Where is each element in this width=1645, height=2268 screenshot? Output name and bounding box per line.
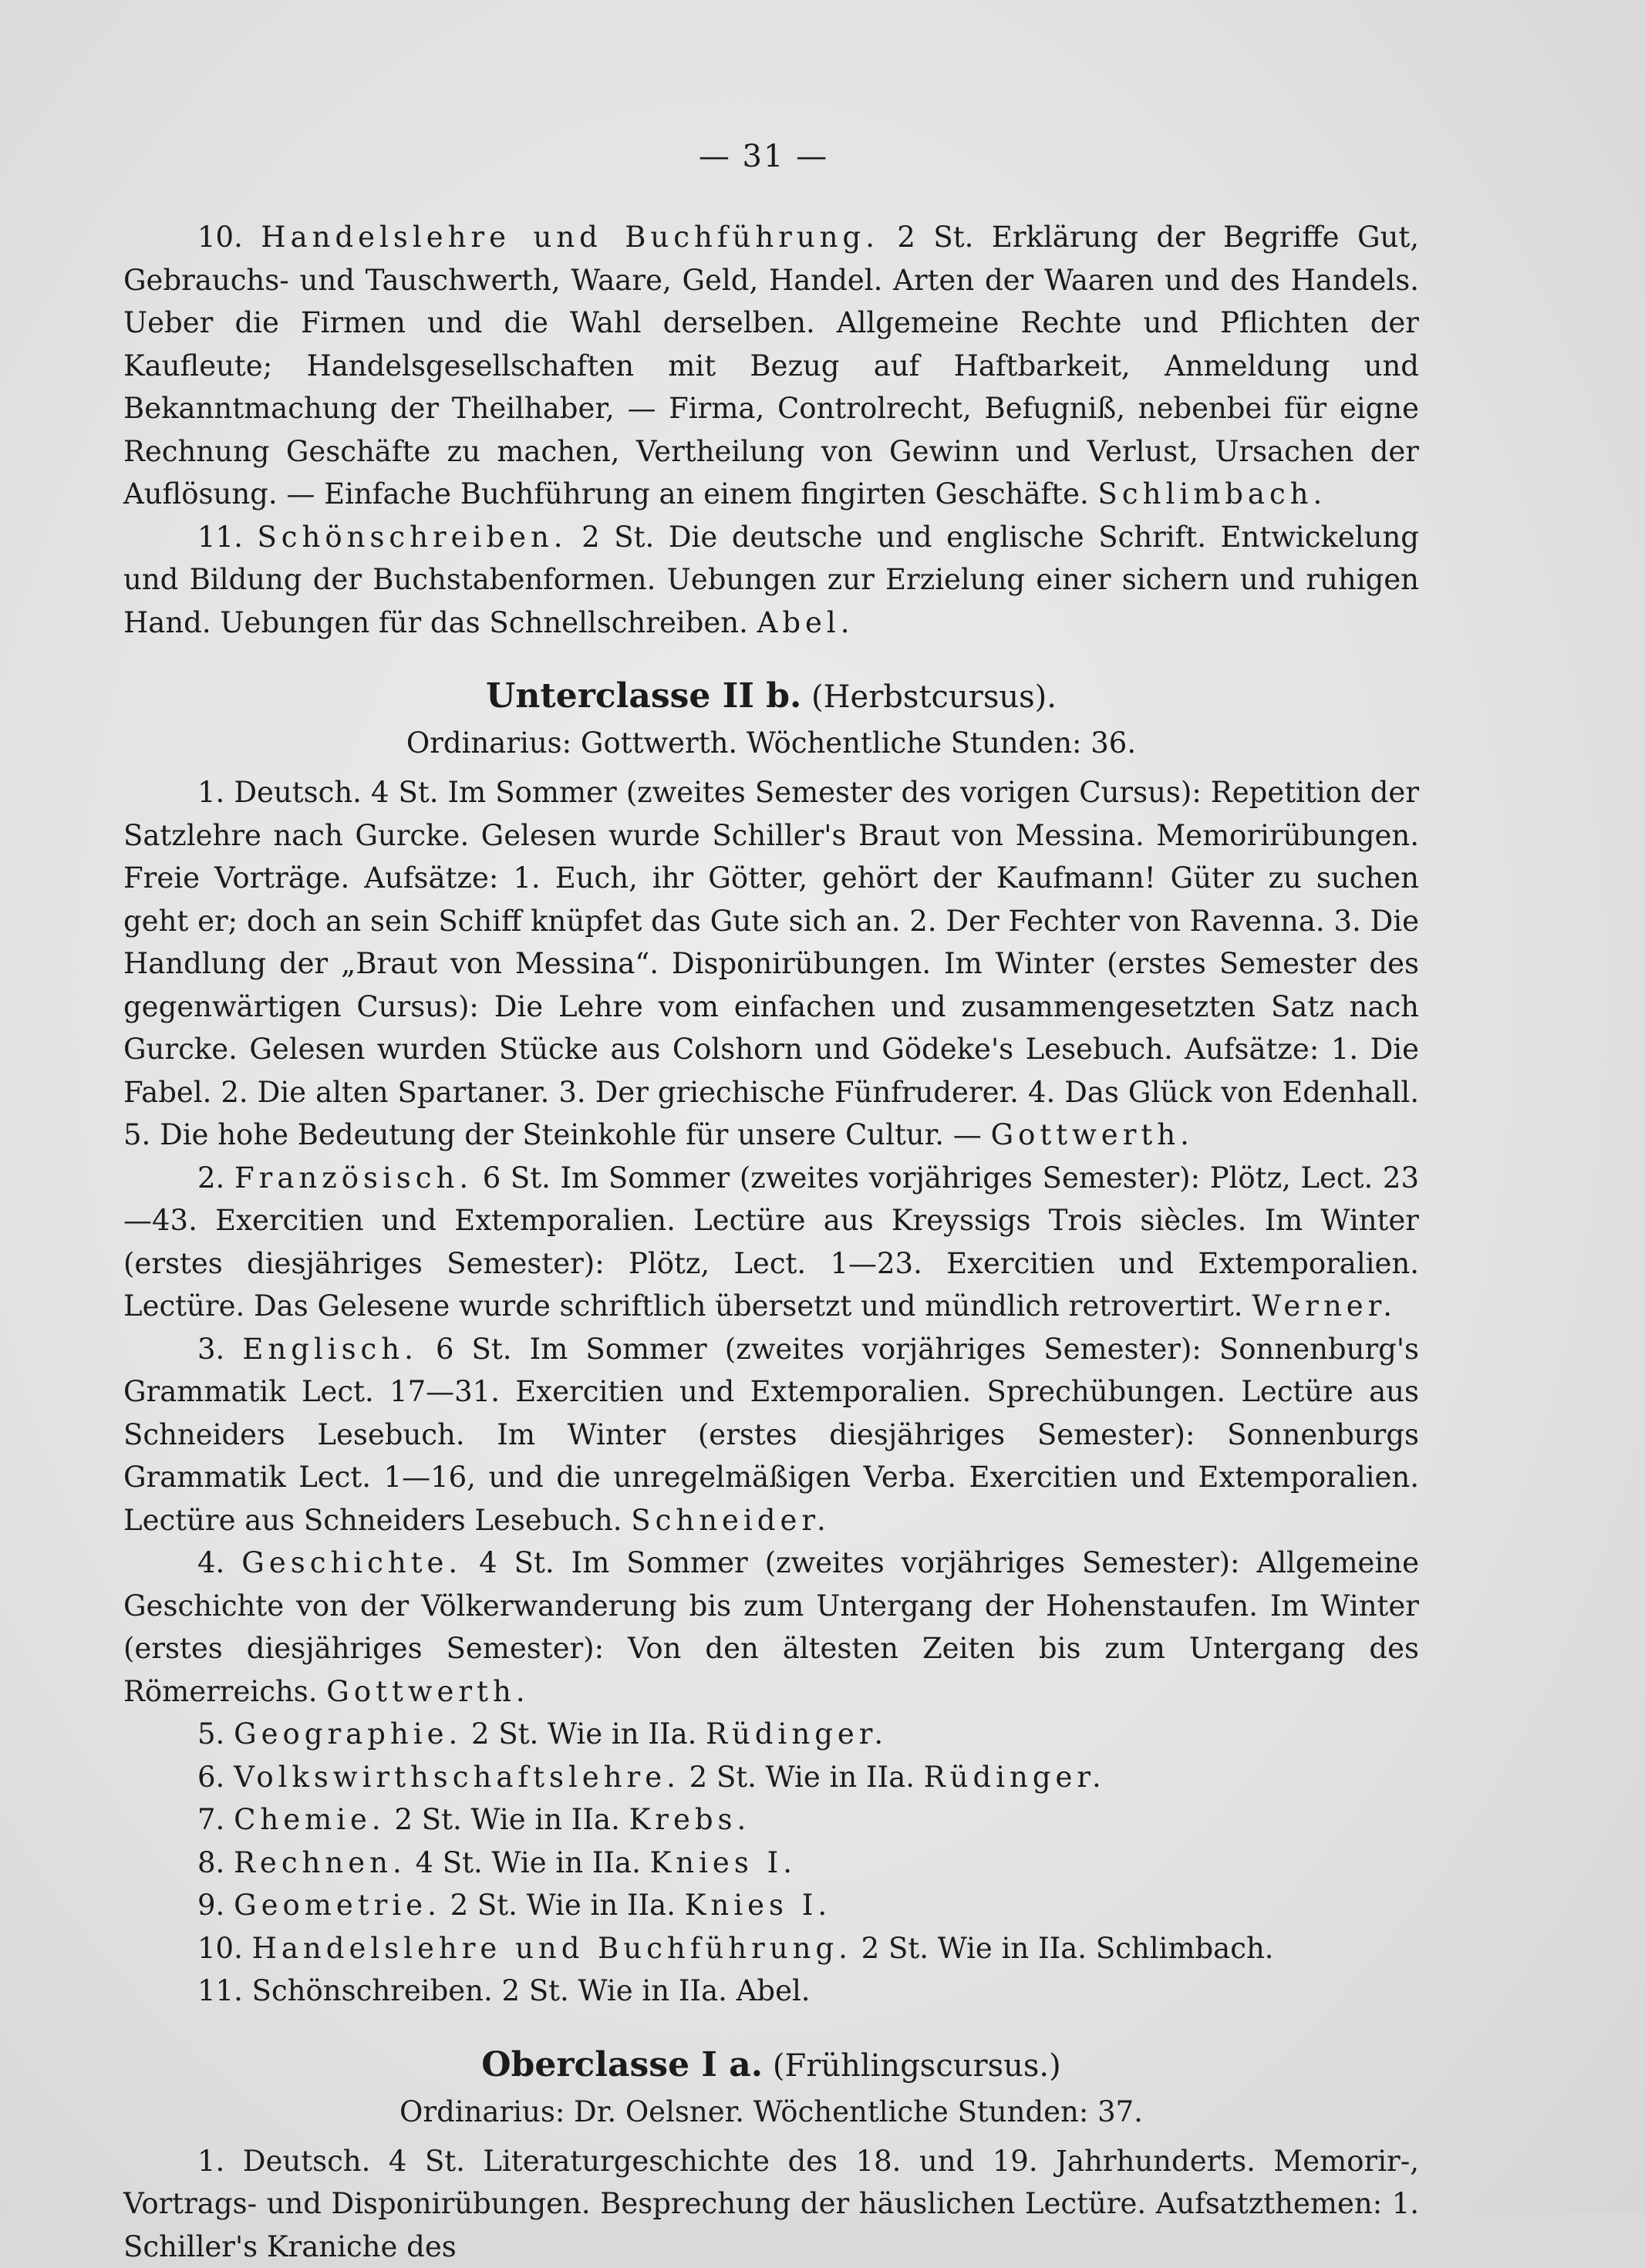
- item-title: Deutsch.: [234, 776, 362, 809]
- item-number: 10.: [197, 221, 243, 254]
- item-text: 2 St. Wie in IIa.: [502, 1974, 727, 2007]
- teacher-name: Rüdinger.: [706, 1717, 888, 1751]
- item-text: 4 St. Im Sommer (zweites Semester des vorigen Cursus): Repetition der Satzlehre nach Gurcke. Gelesen wurde Schiller's Braut von Messina. Memorirübungen. Freie Vorträge. Aufsätze: 1. Euch, ihr Götter, gehört der Kaufmann! Güter zu suchen geht er; doch an sein Schiff knüpfet das Gute sich an. 2. Der Fechter von Ravenna. 3. Die Handlung der „Braut von Messina“. Disponirübungen. Im Winter (erstes Semester des gegenwärtigen Cursus): Die Lehre vom einfachen und zusammengesetzten Satz nach Gurcke. Gelesen wurden Stücke aus Colshorn und Gödeke's Lesebuch. Aufsätze: 1. Die Fabel. 2. Die alten Spartaner. 3. Der griechische Fünfruderer. 4. Das Glück von Edenhall. 5. Die hohe Bedeutung der Steinkohle für unsere Cultur. —: [123, 776, 1419, 1151]
- item-number: 7.: [197, 1803, 224, 1836]
- item-text: 6 St. Im Sommer (zweites vorjähriges Semester): Plötz, Lect. 23—43. Exercitien und Extemporalien. Lectüre aus Kreyssigs Trois siècles. Im Winter (erstes diesjähriges Semester): Plötz, Lect. 1—23. Exercitien und Extemporalien. Lectüre. Das Gelesene wurde schriftlich übersetzt und mündlich retrovertirt.: [123, 1161, 1419, 1323]
- paragraph-deutsch: [123, 771, 1419, 1157]
- ordinarius-line: Ordinarius: Gottwerth. Wöchentliche Stunden: 36.: [123, 720, 1419, 767]
- list-item: [123, 1842, 1419, 1885]
- item-title: Geschichte.: [241, 1546, 462, 1579]
- list-item: [123, 1884, 1419, 1927]
- item-title: Schönschreiben.: [252, 1974, 493, 2007]
- item-text: 2 St. Wie in IIa.: [861, 1932, 1087, 1965]
- paragraph-franzoesisch: [123, 1157, 1419, 1328]
- paragraph-geschichte: [123, 1542, 1419, 1713]
- list-item: [123, 1756, 1419, 1799]
- page-content: [123, 139, 1419, 2268]
- teacher-name: Gottwerth.: [326, 1675, 529, 1708]
- paragraph-deutsch-oberclasse: [123, 2140, 1419, 2268]
- item-text: 4 St. Wie in IIa.: [415, 1846, 640, 1879]
- item-text: 2 St. Erklärung der Begriffe Gut, Gebrauchs- und Tauschwerth, Waare, Geld, Handel. Arten der Waaren und des Handels. Ueber die Firmen und die Wahl derselben. Allgemeine Rechte und Pflichten der Kaufleute; Handelsgesellschaften mit Bezug auf Haftbarkeit, Anmeldung und Bekanntmachung der Theilhaber, — Firma, Controlrecht, Befugniß, nebenbei für eigne Rechnung Geschäfte zu machen, Vertheilung von Gewinn und Verlust, Ursachen der Auflösung. — Einfache Buchführung an einem fingirten Geschäfte.: [123, 221, 1419, 511]
- item-title: Deutsch.: [243, 2145, 371, 2178]
- teacher-name: Knies I.: [650, 1846, 797, 1879]
- item-text: 2 St. Wie in IIa.: [689, 1761, 915, 1794]
- item-number: 8.: [197, 1846, 224, 1879]
- item-number: 9.: [197, 1889, 224, 1922]
- teacher-name: Werner.: [1252, 1289, 1397, 1323]
- item-number: 6.: [197, 1761, 224, 1794]
- item-title: Rechnen.: [234, 1846, 406, 1879]
- paragraph-handelslehre: [123, 216, 1419, 516]
- ordinarius-line: Ordinarius: Dr. Oelsner. Wöchentliche Stunden: 37.: [123, 2089, 1419, 2135]
- item-number: 1.: [197, 776, 224, 809]
- page-number: — 31 —: [108, 139, 1419, 174]
- section-title: Unterclasse II b.: [486, 676, 801, 716]
- item-text: 4 St. Im Sommer (zweites vorjähriges Semester): Allgemeine Geschichte von der Völkerwanderung bis zum Untergang der Hohenstaufen. Im Winter (erstes diesjähriges Semester): Von den ältesten Zeiten bis zum Untergang des Römerreichs.: [123, 1546, 1419, 1708]
- item-text: 6 St. Im Sommer (zweites vorjähriges Semester): Sonnenburg's Grammatik Lect. 17—31. Exercitien und Extemporalien. Sprechübungen. Lectüre aus Schneiders Lesebuch. Im Winter (erstes diesjähriges Semester): Sonnenburgs Grammatik Lect. 1—16, und die unregelmäßigen Verba. Exercitien und Extemporalien. Lectüre aus Schneiders Lesebuch.: [123, 1333, 1419, 1537]
- item-title: Geometrie.: [234, 1889, 441, 1922]
- section-title: Oberclasse I a.: [481, 2045, 763, 2084]
- item-text: 2 St. Wie in IIa.: [450, 1889, 676, 1922]
- teacher-name: Abel.: [737, 1974, 811, 2007]
- item-title: Englisch.: [242, 1333, 418, 1366]
- paragraph-schoenschreiben: [123, 516, 1419, 645]
- teacher-name: Rüdinger.: [924, 1761, 1106, 1794]
- list-item: [123, 1798, 1419, 1842]
- list-item: [123, 1713, 1419, 1756]
- item-number: 3.: [197, 1333, 224, 1366]
- item-number: 5.: [197, 1717, 224, 1751]
- teacher-name: Schlimbach.: [1098, 477, 1327, 511]
- section-subtitle: (Frühlingscursus.): [773, 2048, 1061, 2084]
- teacher-name: Abel.: [757, 606, 855, 639]
- teacher-name: Gottwerth.: [991, 1118, 1194, 1151]
- item-title: Geographie.: [234, 1717, 462, 1751]
- item-text: 2 St. Wie in IIa.: [471, 1717, 696, 1751]
- teacher-name: Schneider.: [631, 1504, 830, 1537]
- item-number: 1.: [197, 2145, 224, 2178]
- item-text: 2 St. Wie in IIa.: [394, 1803, 619, 1836]
- item-title: Schönschreiben.: [257, 521, 567, 554]
- paragraph-englisch: [123, 1328, 1419, 1542]
- item-title: Handelslehre und Buchführung.: [252, 1932, 852, 1965]
- item-text: 4 St. Literaturgeschichte des 18. und 19. Jahrhunderts. Memorir-, Vortrags- und Disponirübungen. Besprechung der häuslichen Lectüre. Aufsatzthemen: 1. Schiller's Kraniche des: [123, 2145, 1419, 2263]
- item-number: 11.: [197, 1974, 243, 2007]
- section-heading-oberclasse: [123, 2042, 1419, 2089]
- section-subtitle: (Herbstcursus).: [811, 679, 1057, 715]
- teacher-name: Krebs.: [629, 1803, 751, 1836]
- item-title: Volkswirthschaftslehre.: [234, 1761, 680, 1794]
- item-number: 11.: [197, 521, 243, 554]
- item-title: Chemie.: [234, 1803, 386, 1836]
- item-number: 2.: [197, 1161, 224, 1195]
- item-title: Handelslehre und Buchführung.: [261, 221, 879, 254]
- section-heading-unterclasse: [123, 673, 1419, 720]
- teacher-name: Knies I.: [685, 1889, 831, 1922]
- item-text: 2 St. Die deutsche und englische Schrift. Entwickelung und Bildung der Buchstabenformen. Uebungen zur Erzielung einer sichern und ruhigen Hand. Uebungen für das Schnellschreiben.: [123, 521, 1419, 639]
- teacher-name: Schlimbach.: [1096, 1932, 1274, 1965]
- list-item: [123, 1970, 1419, 2013]
- item-number: 4.: [197, 1546, 224, 1579]
- item-title: Französisch.: [234, 1161, 473, 1195]
- list-item: [123, 1927, 1419, 1970]
- item-number: 10.: [197, 1932, 243, 1965]
